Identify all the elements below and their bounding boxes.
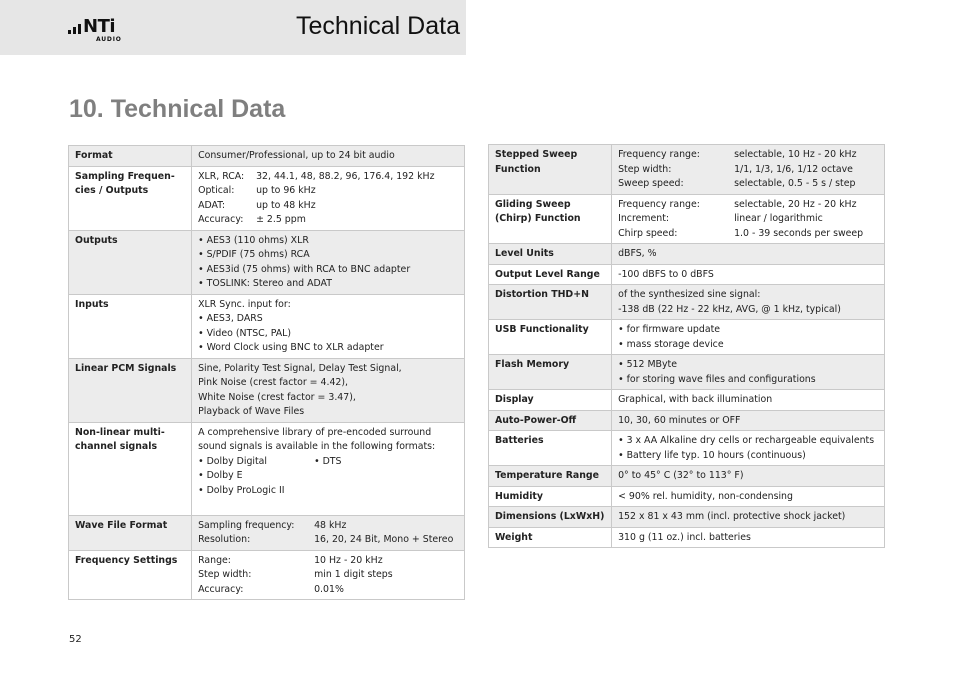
label-line: channel signals	[75, 441, 158, 452]
kv-key: Frequency range:	[618, 149, 700, 160]
bullet-item: • DTS	[314, 455, 342, 467]
spec-row-flash	[489, 355, 885, 390]
bullet-item: • for storing wave files and configurations	[618, 373, 816, 385]
kv-list	[198, 519, 458, 548]
spec-label	[69, 422, 192, 515]
kv-key: Resolution:	[198, 534, 251, 545]
kv-value: linear / logarithmic	[734, 213, 823, 224]
kv-value: 0.01%	[314, 583, 344, 595]
kv-key: Accuracy:	[198, 214, 244, 225]
kv-key: Optical:	[198, 185, 235, 196]
text-line: sound signals is available in the following formats:	[198, 441, 436, 452]
bullet-item: • AES3, DARS	[198, 313, 263, 324]
bullet-item: • AES3 (110 ohms) XLR	[198, 234, 309, 246]
kv-value: up to 48 kHz	[256, 199, 316, 211]
bullet-item: • mass storage device	[618, 338, 724, 350]
spec-row-gliding	[489, 194, 885, 244]
label-line: Gliding Sweep	[495, 198, 571, 210]
spec-row-display	[489, 390, 885, 411]
spec-value: Consumer/Professional, up to 24 bit audio	[192, 146, 465, 167]
page-number: 52	[69, 634, 82, 645]
spec-label: Level Units	[489, 244, 612, 265]
kv-list	[618, 198, 878, 242]
text-line: Pink Noise (crest factor = 4.42),	[198, 377, 349, 388]
kv-key: Step width:	[198, 569, 252, 580]
kv-value: selectable, 0.5 - 5 s / step	[734, 178, 856, 189]
spec-value	[612, 431, 885, 466]
spec-label: Outputs	[69, 230, 192, 294]
kv-key: Increment:	[618, 213, 670, 224]
spec-value	[192, 422, 465, 515]
spec-label: Batteries	[489, 431, 612, 466]
bullet-item: • Word Clock using BNC to XLR adapter	[198, 342, 384, 353]
spec-row-nonlinear	[69, 422, 465, 515]
kv-key: XLR, RCA:	[198, 170, 245, 182]
bullet-item: • Dolby ProLogic II	[198, 484, 285, 496]
spec-label	[489, 145, 612, 195]
spec-value	[612, 194, 885, 244]
kv-key: ADAT:	[198, 199, 226, 211]
bullet-item: • 512 MByte	[618, 359, 677, 370]
spec-value: dBFS, %	[612, 244, 885, 265]
spec-label: Auto-Power-Off	[489, 410, 612, 431]
text-line: of the synthesized sine signal:	[618, 289, 761, 300]
bullet-item: • Dolby E	[198, 470, 243, 481]
spec-row-dimensions	[489, 507, 885, 528]
spec-row-wave	[69, 515, 465, 550]
label-line: (Chirp) Function	[495, 213, 581, 224]
bullet-item: • for firmware update	[618, 324, 721, 335]
spec-label: Linear PCM Signals	[69, 358, 192, 422]
bullet-item: • AES3id (75 ohms) with RCA to BNC adapter	[198, 263, 411, 275]
spec-row-inputs	[69, 294, 465, 358]
label-line: Function	[495, 163, 541, 175]
text-line: Sine, Polarity Test Signal, Delay Test Signal,	[198, 362, 402, 374]
right-spec-table	[488, 144, 885, 548]
kv-value: 1/1, 1/3, 1/6, 1/12 octave	[734, 163, 853, 175]
kv-value: 48 kHz	[314, 519, 347, 531]
spec-value	[192, 358, 465, 422]
kv-key: Frequency range:	[618, 198, 700, 210]
spec-value	[612, 355, 885, 390]
bullet-item: • 3 x AA Alkaline dry cells or rechargeable equivalents	[618, 435, 875, 446]
label-line: cies / Outputs	[75, 185, 149, 196]
bullet-item: • TOSLINK: Stereo and ADAT	[198, 278, 332, 289]
spec-row-temperature	[489, 466, 885, 487]
kv-value: selectable, 10 Hz - 20 kHz	[734, 149, 857, 160]
nti-audio-logo	[68, 18, 128, 44]
kv-value: ± 2.5 ppm	[256, 214, 306, 225]
spec-value	[192, 166, 465, 230]
spec-label: Humidity	[489, 486, 612, 507]
spec-value: 310 g (11 oz.) incl. batteries	[612, 527, 885, 548]
spec-value: Graphical, with back illumination	[612, 390, 885, 411]
spec-label: Output Level Range	[489, 264, 612, 285]
text-line: XLR Sync. input for:	[198, 298, 291, 310]
label-line: Non-linear multi-	[75, 426, 165, 438]
spec-label: Frequency Settings	[69, 550, 192, 600]
spec-row-linear-pcm	[69, 358, 465, 422]
spec-row-usb	[489, 320, 885, 355]
header-title: Technical Data	[296, 12, 460, 40]
spec-row-distortion	[489, 285, 885, 320]
spec-row-sampling	[69, 166, 465, 230]
format-col-2	[314, 455, 458, 499]
text-line: A comprehensive library of pre-encoded surround	[198, 426, 432, 438]
spec-label: Dimensions (LxWxH)	[489, 507, 612, 528]
kv-value: 16, 20, 24 Bit, Mono + Stereo	[314, 534, 454, 545]
spec-label: Distortion THD+N	[489, 285, 612, 320]
kv-value: up to 96 kHz	[256, 185, 316, 196]
bullet-item: • Video (NTSC, PAL)	[198, 327, 292, 339]
spec-value	[192, 515, 465, 550]
spec-label: Wave File Format	[69, 515, 192, 550]
kv-list	[618, 148, 878, 192]
kv-value: 32, 44.1, 48, 88.2, 96, 176.4, 192 kHz	[256, 170, 435, 182]
spec-row-auto-off	[489, 410, 885, 431]
logo-brand: NTi	[83, 16, 116, 37]
kv-key: Chirp speed:	[618, 227, 678, 239]
spec-row-format	[69, 146, 465, 167]
format-col-1	[198, 455, 314, 499]
spec-label: Weight	[489, 527, 612, 548]
kv-list	[198, 170, 458, 228]
spec-label: Format	[69, 146, 192, 167]
spec-value: 10, 30, 60 minutes or OFF	[612, 410, 885, 431]
spec-label: Temperature Range	[489, 466, 612, 487]
spec-label: Display	[489, 390, 612, 411]
label-line: Stepped Sweep	[495, 149, 578, 160]
spec-value: < 90% rel. humidity, non-condensing	[612, 486, 885, 507]
text-line: -138 dB (22 Hz - 22 kHz, AVG, @ 1 kHz, typical)	[618, 303, 841, 315]
spec-row-stepped	[489, 145, 885, 195]
left-spec-table	[68, 145, 465, 600]
spec-value	[192, 550, 465, 600]
kv-key: Sampling frequency:	[198, 519, 295, 531]
text-line: White Noise (crest factor = 3.47),	[198, 391, 356, 403]
kv-key: Sweep speed:	[618, 178, 684, 189]
spec-row-outputs	[69, 230, 465, 294]
kv-key: Accuracy:	[198, 583, 244, 595]
kv-value: min 1 digit steps	[314, 569, 393, 580]
spec-value	[612, 285, 885, 320]
spec-label	[489, 194, 612, 244]
bullet-item: • Dolby Digital	[198, 455, 268, 467]
spec-value: 152 x 81 x 43 mm (incl. protective shock jacket)	[612, 507, 885, 528]
page-heading: 10. Technical Data	[69, 95, 286, 123]
spec-label: Inputs	[69, 294, 192, 358]
spec-value	[192, 230, 465, 294]
kv-value: 1.0 - 39 seconds per sweep	[734, 227, 864, 239]
spec-value	[192, 294, 465, 358]
format-columns	[198, 455, 458, 499]
spec-row-frequency	[69, 550, 465, 600]
label-line: Sampling Frequen-	[75, 170, 175, 182]
kv-list	[198, 554, 458, 598]
spec-value: 0° to 45° C (32° to 113° F)	[612, 466, 885, 487]
logo-sub: AUDIO	[96, 36, 122, 43]
spec-label: Flash Memory	[489, 355, 612, 390]
spec-value	[612, 145, 885, 195]
kv-key: Step width:	[618, 163, 672, 175]
spec-row-level-units	[489, 244, 885, 265]
bullet-item: • Battery life typ. 10 hours (continuous)	[618, 449, 806, 461]
spec-value: -100 dBFS to 0 dBFS	[612, 264, 885, 285]
kv-key: Range:	[198, 554, 231, 566]
kv-value: 10 Hz - 20 kHz	[314, 554, 383, 566]
kv-value: selectable, 20 Hz - 20 kHz	[734, 198, 857, 210]
spec-row-weight	[489, 527, 885, 548]
spec-row-batteries	[489, 431, 885, 466]
spec-label	[69, 166, 192, 230]
spec-row-output-level	[489, 264, 885, 285]
bullet-item: • S/PDIF (75 ohms) RCA	[198, 249, 310, 260]
text-line: Playback of Wave Files	[198, 406, 305, 417]
spec-label: USB Functionality	[489, 320, 612, 355]
spec-row-humidity	[489, 486, 885, 507]
spec-value	[612, 320, 885, 355]
